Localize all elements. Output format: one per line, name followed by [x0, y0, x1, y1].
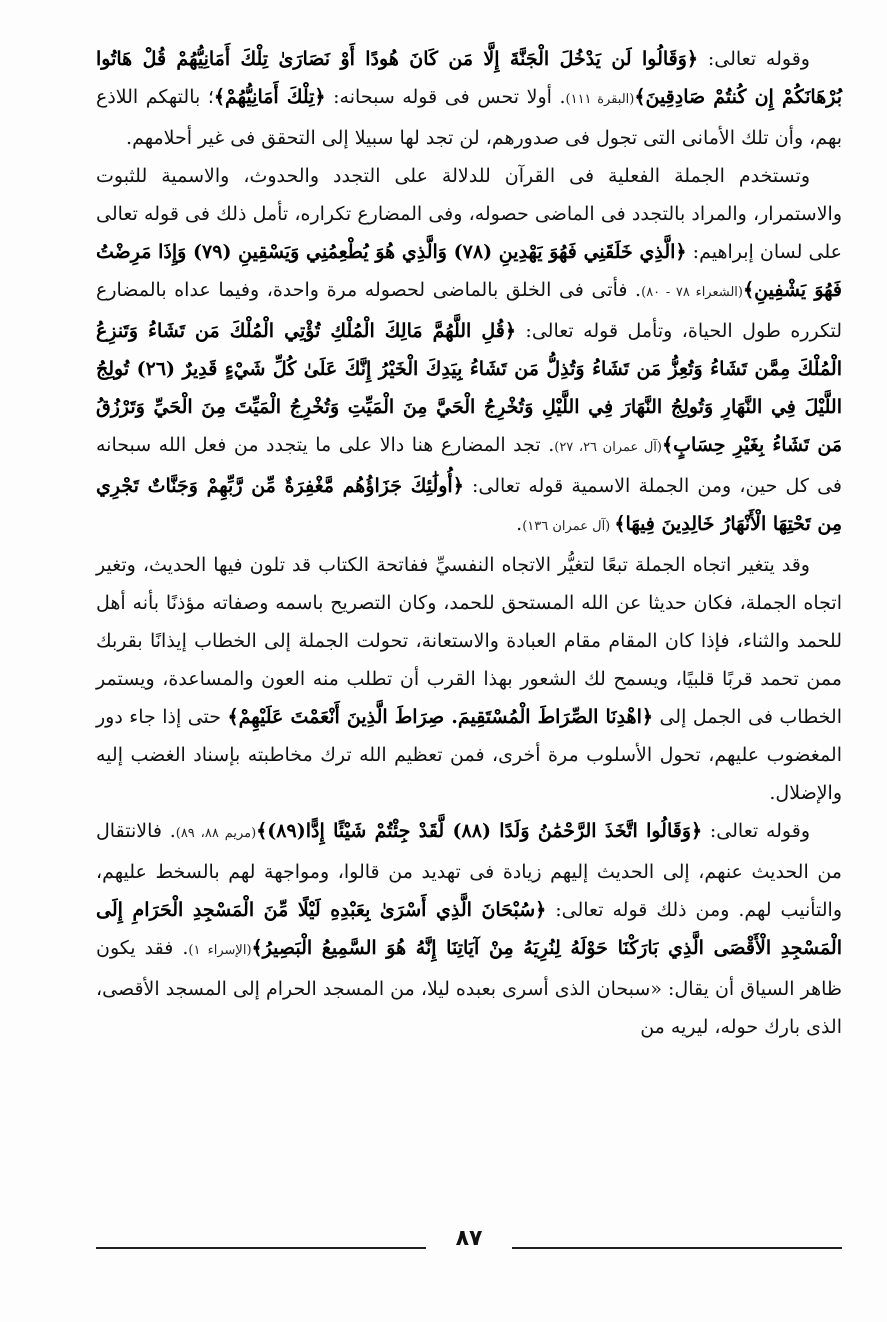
verse-reference: (آل عمران ١٣٦)	[522, 519, 615, 534]
quran-verse: ﴿وَقَالُوا لَن يَدْخُلَ الْجَنَّةَ إِلَّا مَن كَانَ هُودًا أَوْ نَصَارَىٰ تِلْكَ أَمَانِيُّهُمْ قُلْ هَاتُوا بُرْهَانَكُمْ إِن كُنتُمْ صَادِقِينَ﴾	[96, 48, 842, 108]
body-text	[96, 40, 842, 1046]
footer-rule-left	[96, 1247, 426, 1249]
paragraph-text: . فالانتقال من الحديث عنهم، إلى الحديث إليهم زيادة فى تهديد من قالوا، ومواجهة لهم بالسخط عليهم، والتأنيب لهم. ومن ذلك قوله تعالى:	[96, 820, 842, 921]
paragraph	[96, 40, 842, 157]
paragraph-text: حتى إذا جاء دور المغضوب عليهم، تحول الأسلوب مرة أخرى، فمن تعظيم الله ترك مخاطبته بإسناد الغضب إليه والإضلال.	[96, 706, 842, 804]
page-footer	[96, 1226, 842, 1256]
paragraph-text: .	[516, 513, 523, 535]
paragraph-text: . فأتى فى الخلق بالماضى لحصوله مرة واحدة، وفيما عداه بالمضارع لتكرره طول الحياة، وتأمل قوله تعالى:	[96, 279, 842, 342]
quran-verse: ﴿تِلْكَ أَمَانِيُّهُمْ﴾	[213, 86, 326, 108]
paragraph	[96, 157, 842, 546]
quran-verse: ﴿سُبْحَانَ الَّذِي أَسْرَىٰ بِعَبْدِهِ لَيْلًا مِّنَ الْمَسْجِدِ الْحَرَامِ إِلَى الْمَسْجِدِ الْأَقْصَى الَّذِي بَارَكْنَا حَوْلَهُ لِنُرِيَهُ مِنْ آيَاتِنَا إِنَّهُ هُوَ السَّمِيعُ الْبَصِيرُ﴾	[96, 899, 842, 959]
verse-reference: (البقرة ١١١)	[565, 92, 635, 107]
quran-verse: ﴿قُلِ اللَّهُمَّ مَالِكَ الْمُلْكِ تُؤْتِي الْمُلْكَ مَن تَشَاءُ وَتَنزِعُ الْمُلْكَ مِمَّن تَشَاءُ وَتُعِزُّ مَن تَشَاءُ وَتُذِلُّ مَن تَشَاءُ بِيَدِكَ الْخَيْرُ إِنَّكَ عَلَىٰ كُلِّ شَيْءٍ قَدِيرٌ (٢٦) تُولِجُ اللَّيْلَ فِي النَّهَارِ وَتُولِجُ النَّهَارَ فِي اللَّيْلِ وَتُخْرِجُ الْحَيَّ مِنَ الْمَيِّتِ وَتُخْرِجُ الْمَيِّتَ مِنَ الْحَيِّ وَتَرْزُقُ مَن تَشَاءُ بِغَيْرِ حِسَابٍ﴾	[96, 320, 843, 456]
paragraph	[96, 812, 842, 1046]
paragraph-text: وقوله تعالى:	[702, 820, 810, 842]
paragraph-text: وتستخدم الجملة الفعلية فى القرآن للدلالة على التجدد والحدوث، والاسمية للثبوت والاستمرار، والمراد بالتجدد فى الماضى حصوله، وفى المضارع تكراره، تأمل ذلك فى قوله تعالى على لسان إبراهيم:	[96, 165, 842, 263]
footer-rule-right	[512, 1247, 842, 1249]
quran-verse: ﴿أُولَٰئِكَ جَزَاؤُهُم مَّغْفِرَةٌ مِّن رَّبِّهِمْ وَجَنَّاتٌ تَجْرِي مِن تَحْتِهَا الْأَنْهَارُ خَالِدِينَ فِيهَا﴾	[96, 475, 842, 535]
quran-verse: ﴿اهْدِنَا الصِّرَاطَ الْمُسْتَقِيمَ. صِرَاطَ الَّذِينَ أَنْعَمْتَ عَلَيْهِمْ﴾	[227, 706, 653, 728]
page-number: ٨٧	[455, 1226, 483, 1251]
paragraph	[96, 546, 842, 812]
paragraph-text: وقوله تعالى:	[698, 48, 810, 70]
verse-reference: (مريم ٨٨، ٨٩)	[175, 826, 257, 841]
paragraph-text: . أولا تحس فى قوله سبحانه:	[325, 86, 566, 108]
quran-verse: ﴿وَقَالُوا اتَّخَذَ الرَّحْمَٰنُ وَلَدًا (٨٨) لَّقَدْ جِئْتُمْ شَيْئًا إِدًّا(٨٩)﴾	[256, 820, 703, 842]
verse-reference: (الشعراء ٧٨ - ٨٠)	[641, 285, 743, 300]
paragraph-text: . فقد يكون ظاهر السياق أن يقال: «سبحان الذى أسرى بعبده ليلا، من المسجد الحرام إلى المسجد الأقصى، الذى بارك حوله، ليريه من	[96, 937, 842, 1038]
paragraph-text: ؛ بالتهكم اللاذع بهم، وأن تلك الأمانى التى تجول فى صدورهم، لن تجد لها سبيلا إلى التحقق فى غير أحلامهم.	[96, 86, 842, 149]
verse-reference: (الإسراء ١)	[188, 943, 252, 958]
paragraph-text: . تجد المضارع هنا دالا على ما يتجدد من فعل الله سبحانه فى كل حين، ومن الجملة الاسمية قوله تعالى:	[96, 434, 843, 497]
paragraph-text: وقد يتغير اتجاه الجملة تبعًا لتغيُّر الاتجاه النفسيِّ ففاتحة الكتاب قد تلون فيها الحديث، وتغير اتجاه الجملة، فكان حديثا عن الله المستحق للحمد، وكان التصريح باسمه وصفاته مؤذنًا بأنه أهل للحمد والثناء، فإذا كان المقام مقام العبادة والاستعانة، تحولت الجملة إلى الخطاب إيذانًا بقربك ممن تحمد قربًا قلبيًا، ويسمح لك الشعور بهذا القرب أن تطلب منه العون والمساعدة، ويستمر الخطاب فى الجمل إلى	[96, 554, 842, 728]
verse-reference: (آل عمران ٢٦، ٢٧)	[554, 440, 662, 455]
quran-verse: ﴿الَّذِي خَلَقَنِي فَهُوَ يَهْدِينِ (٧٨) وَالَّذِي هُوَ يُطْعِمُنِي وَيَسْقِينِ (٧٩) وَإِذَا مَرِضْتُ فَهُوَ يَشْفِينِ﴾	[96, 241, 843, 301]
